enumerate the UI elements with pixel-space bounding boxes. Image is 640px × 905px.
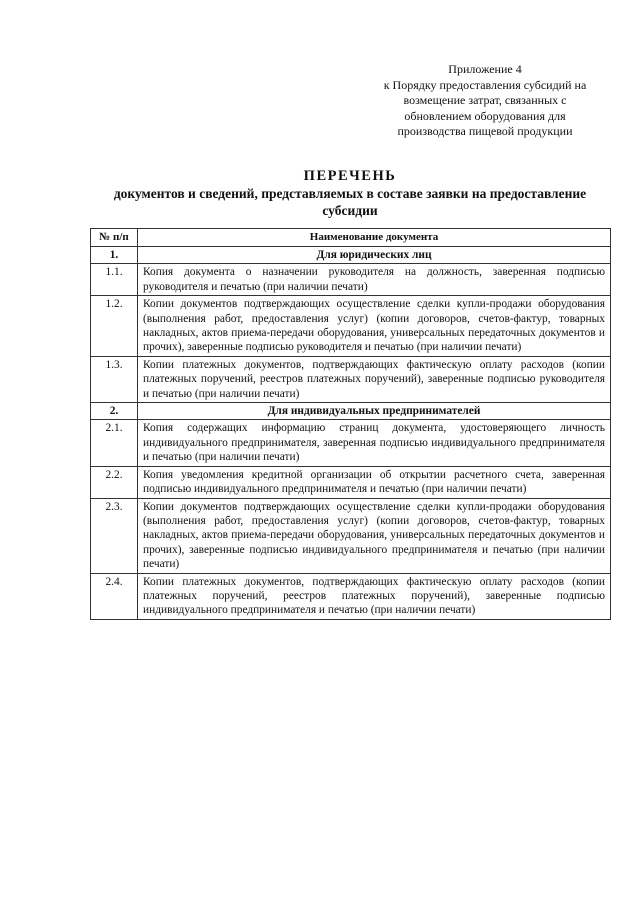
table-header-row — [91, 229, 611, 247]
annex-line: обновлением оборудования для — [404, 108, 566, 123]
item-number: 1.1. — [91, 264, 138, 296]
documents-table — [90, 228, 611, 620]
table-row — [91, 498, 611, 573]
item-text: Копия уведомления кредитной организации об открытии расчетного счета, заверенная подписью индивидуального предпринимателя и печатью (при наличии печати) — [138, 466, 611, 498]
annex-line: производства пищевой продукции — [397, 124, 573, 138]
document-title: ПЕРЕЧЕНЬ — [303, 168, 397, 184]
item-text: Копии платежных документов, подтверждающих фактическую оплату расходов (копии платежных поручений, реестров платежных поручений), заверенные подписью индивидуального предпринимателя и печатью (при наличии печати) — [138, 573, 611, 619]
section-number: 1. — [91, 247, 138, 264]
item-number: 1.2. — [91, 296, 138, 357]
document-heading — [90, 168, 610, 219]
item-number: 2.4. — [91, 573, 138, 619]
item-number: 2.1. — [91, 420, 138, 466]
annex-line: к Порядку предоставления субсидий на — [383, 77, 587, 92]
document-subtitle: документов и сведений, представляемых в составе заявки на предоставление субсидии — [113, 186, 587, 218]
section-title: Для юридических лиц — [138, 247, 611, 264]
section-row — [91, 247, 611, 264]
item-text: Копии документов подтверждающих осуществление сделки купли-продажи оборудования (выполнения работ, предоставления услуг) (копии договоров, счетов-фактур, товарных накладных, актов приема-передачи оборудования, универсальных передаточных документов и прочих), заверенные подписью руководителя и печатью (при наличии печати) — [138, 296, 611, 357]
item-number: 1.3. — [91, 356, 138, 402]
header-number: № п/п — [91, 229, 138, 247]
header-name: Наименование документа — [138, 229, 611, 247]
item-text: Копии платежных документов, подтверждающих фактическую оплату расходов (копии платежных поручений, реестров платежных поручений), заверенные подписью руководителя и печатью (при наличии печати) — [138, 356, 611, 402]
annex-line: Приложение 4 — [448, 62, 522, 76]
item-text: Копии документов подтверждающих осуществление сделки купли-продажи оборудования (выполнения работ, предоставления услуг) (копии договоров, счетов-фактур, товарных накладных, актов приема-передачи оборудования, универсальных передаточных документов и прочих), заверенные подписью индивидуального предпринимателя и печатью (при наличии печати) — [138, 498, 611, 573]
section-number: 2. — [91, 403, 138, 420]
section-title: Для индивидуальных предпринимателей — [138, 403, 611, 420]
item-text: Копия документа о назначении руководителя на должность, заверенная подписью руководителя и печатью (при наличии печати) — [138, 264, 611, 296]
item-number: 2.3. — [91, 498, 138, 573]
item-text: Копия содержащих информацию страниц документа, удостоверяющего личность индивидуального предпринимателя, заверенная подписью индивидуального предпринимателя и печатью (при наличии печати) — [138, 420, 611, 466]
section-row — [91, 403, 611, 420]
table-row — [91, 420, 611, 466]
table-row — [91, 466, 611, 498]
item-number: 2.2. — [91, 466, 138, 498]
table-row — [91, 296, 611, 357]
table-row — [91, 264, 611, 296]
table-row — [91, 573, 611, 619]
annex-note — [360, 62, 610, 140]
table-row — [91, 356, 611, 402]
annex-line: возмещение затрат, связанных с — [403, 93, 567, 107]
